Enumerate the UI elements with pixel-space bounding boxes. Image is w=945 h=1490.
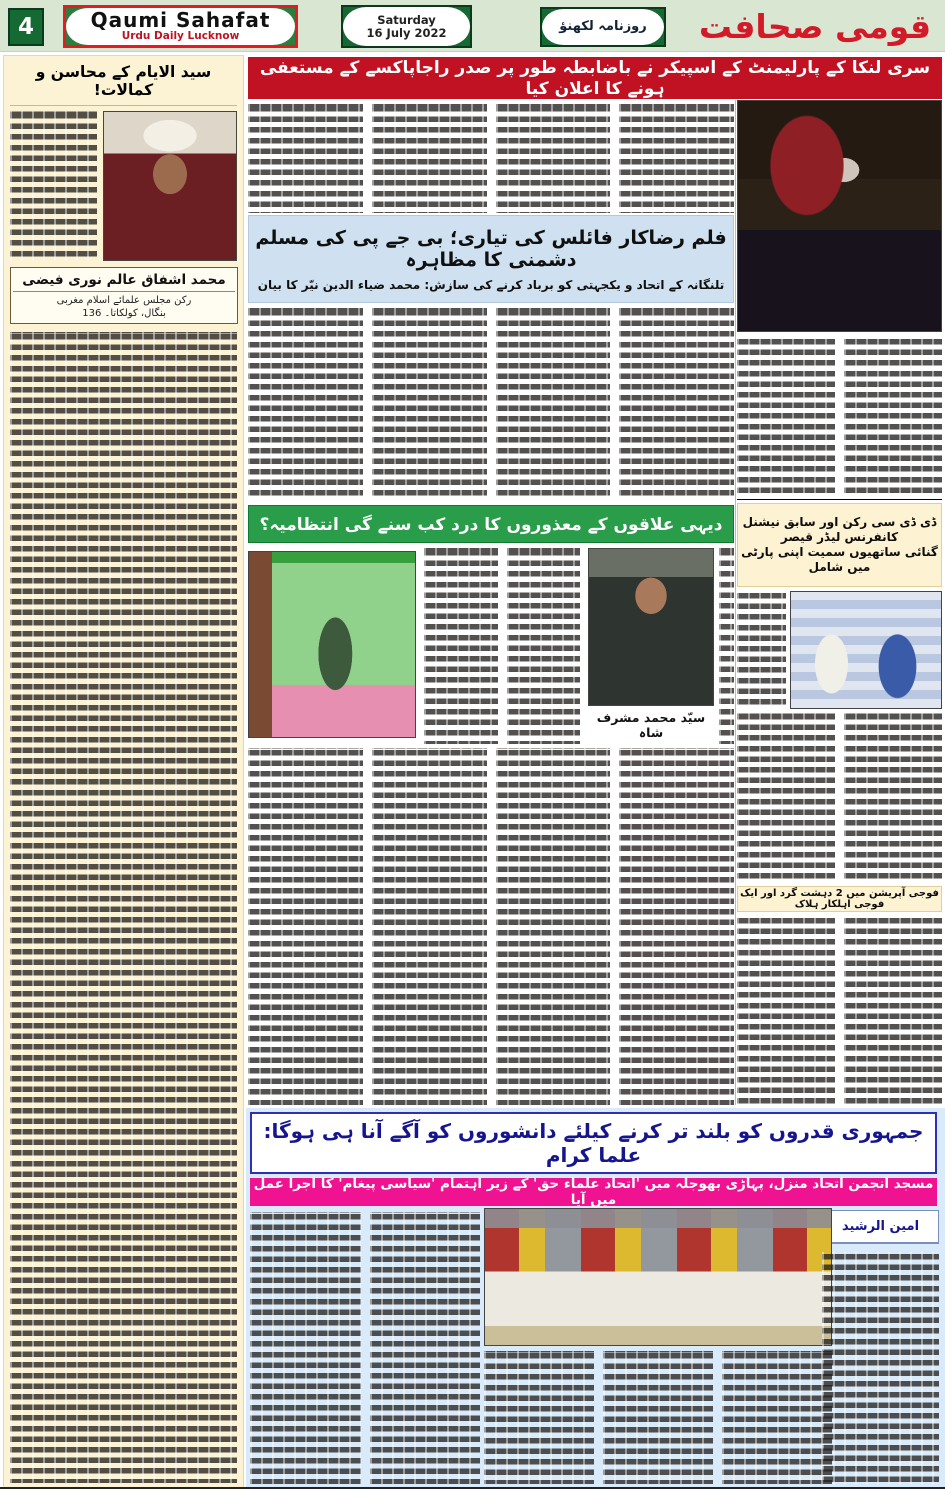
disabled-body-text xyxy=(248,748,734,1105)
military-headline: فوجی آپریشن میں 2 دہشت گرد اور ایک فوجی اہلکار ہلاک xyxy=(737,886,942,912)
ulama-body-text-bottom xyxy=(484,1351,832,1484)
divider-rule xyxy=(737,499,942,500)
film-body-text xyxy=(248,308,734,501)
masthead-logo xyxy=(63,5,298,48)
masthead-urdu-title: قومی صحافت xyxy=(698,6,932,46)
military-body-text xyxy=(737,916,942,1104)
apni-party-photo xyxy=(790,591,942,709)
srilanka-body-text xyxy=(248,104,734,213)
page-number: 4 xyxy=(8,8,44,46)
author-role: رکن مجلس علمائے اسلام مغربی xyxy=(56,295,192,306)
ulama-group-photo xyxy=(484,1208,832,1346)
ulama-body-text-left xyxy=(250,1212,480,1484)
date-box xyxy=(341,5,472,48)
column-divider xyxy=(735,100,736,1105)
rajapaksa-photo xyxy=(737,100,942,332)
disabled-headline: دیہی علاقوں کے معذوروں کا درد کب سنے گی انتظامیہ؟ xyxy=(248,505,734,543)
film-headline: فلم رضاکار فائلس کی تیاری؛ بی جے پی کی مسلم دشمنی کا مظاہرہ xyxy=(255,226,727,271)
roznama-label: روزنامہ لکھنؤ xyxy=(542,9,664,45)
roznama-box xyxy=(540,7,666,47)
ddc-body-text xyxy=(737,712,942,882)
musharraf-shah-photo xyxy=(588,548,714,706)
srilanka-body-text-continued xyxy=(737,337,942,495)
disabled-man-photo xyxy=(248,551,416,738)
disabled-body-text-narrow xyxy=(719,548,734,744)
author-name: محمد اشفاق عالم نوری فیضی xyxy=(13,272,235,292)
ddc-article-header xyxy=(737,503,942,587)
author-caption-box xyxy=(10,267,238,324)
ulama-headline: جمہوری قدروں کو بلند تر کرنے کیلئے دانشوروں کو آگے آنا ہی ہوگا: علما کرام xyxy=(250,1112,937,1174)
date-oval xyxy=(343,7,470,46)
ulama-byline: امین الرشید xyxy=(822,1210,939,1244)
srilanka-headline: سری لنکا کے پارلیمنٹ کے اسپیکر نے باضابطہ طور پر صدر راجاپاکسے کے مستعفی ہونے کا اعلان کیا xyxy=(248,57,942,99)
left-article-body-text xyxy=(10,332,237,1483)
disabled-body-text-mid xyxy=(424,548,580,744)
masthead-subtitle: Urdu Daily Lucknow xyxy=(121,30,240,43)
left-article-lead-text xyxy=(10,111,97,261)
left-article-lead xyxy=(10,111,237,261)
film-article-header xyxy=(248,215,734,303)
date-day: Saturday xyxy=(377,13,436,28)
author-city: بنگال، کولکاتا۔ 136 xyxy=(82,308,166,319)
date-full: 16 July 2022 xyxy=(366,25,447,40)
masthead-title: Qaumi Sahafat xyxy=(90,8,271,33)
ddc-lead-text xyxy=(737,591,786,707)
film-subheadline: تلنگانہ کے اتحاد و یکجہتی کو برباد کرنے کی سازش: محمد ضیاء الدین نیّر کا بیان xyxy=(257,277,725,292)
bottom-border-rule xyxy=(0,1487,945,1489)
ulama-body-text-right xyxy=(822,1252,939,1484)
left-column-article xyxy=(3,55,244,1488)
ulama-subheadline: مسجد انجمن اتحاد منزل، پہاڑی بھوجلہ میں 'اتحاد علماء حق' کے زیر اہتمام 'سیاسی پیغام' کا اجرا عمل میں آیا xyxy=(250,1178,937,1206)
musharraf-shah-caption: سیّد محمد مشرف شاہ xyxy=(596,710,706,740)
ddc-headline-line1: ڈی ڈی سی رکن اور سابق نیشنل کانفرنس لیڈر قیصر xyxy=(742,515,937,544)
ddc-headline-line2: گنائی ساتھیوں سمیت اپنی پارٹی میں شامل xyxy=(741,545,938,574)
ddc-lead-row xyxy=(737,591,942,707)
left-article-headline: سید الایام کے محاسن و کمالات! xyxy=(10,60,237,106)
author-photo xyxy=(103,111,237,261)
masthead-logo-oval xyxy=(66,8,295,45)
